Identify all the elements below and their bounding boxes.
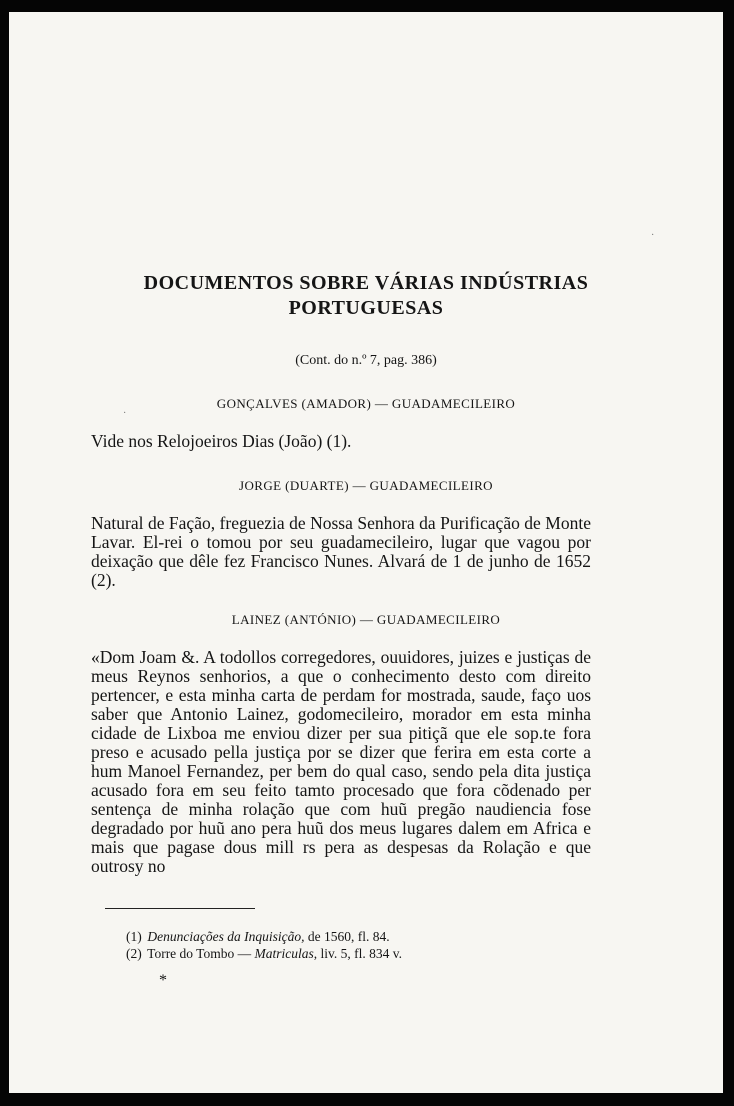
scan-speck: · (651, 230, 655, 241)
section-text-goncalves: Vide nos Relojoeiros Dias (João) (1). (91, 431, 352, 451)
document-page (9, 12, 723, 1093)
scan-border-top (0, 0, 734, 12)
scan-border-bottom (0, 1093, 734, 1106)
footnote-divider (105, 908, 255, 909)
section-text-jorge: Natural de Fação, freguezia de Nossa Senhora da Purificação de Monte Lavar. El-rei o tomou por seu guadamecileiro, lugar que vagou por deixação que dêle fez Francisco Nunes. Alvará de 1 de junho de 1652 (2). (91, 513, 591, 590)
scan-border-left (0, 0, 9, 1106)
footnote-1 (126, 929, 390, 945)
scan-border-right (723, 0, 734, 1106)
section-text-lainez: «Dom Joam &. A todollos corregedores, ouuidores, juizes e justiças de meus Reynos senhorios, a que o conhecimento desto com direito pertencer, e esta minha carta de perdam for mostrada, saude, faço uos saber que Antonio Lainez, godomecileiro, morador em esta minha cidade de Lixboa me enviou dizer per sua pitiçã que ele sop.te fora preso e acusado pella justiça por se dizer que ferira em esta corte a hum Manoel Fernandez, per bem do qual caso, sendo pela dita justiça acusado fora em seu feito tamto procesado que fora cõdenado per sentença de minha rolação que com huũ pregão naudiencia fose degradado por huũ ano pera huũ dos meus lugares dalem em Africa e mais que pagase dous mill rs pera as despesas da Rolação e que outrosy no (91, 647, 591, 876)
footnote-2 (126, 946, 402, 962)
footnote-source-title: Matriculas (254, 946, 314, 961)
continuation-note: (Cont. do n.º 7, pag. 386) (295, 353, 437, 368)
signature-asterisk: * (159, 972, 167, 989)
section-heading-jorge: JORGE (DUARTE) — GUADAMECILEIRO (239, 478, 493, 493)
scan-speck: · (123, 408, 127, 419)
footnote-detail: de 1560, fl. 84. (304, 929, 390, 944)
footnote-number: (1) (126, 929, 142, 944)
footnote-archive: Torre do Tombo — (147, 946, 255, 961)
section-heading-lainez: LAINEZ (ANTÓNIO) — GUADAMECILEIRO (231, 612, 501, 627)
section-heading-goncalves: GONÇALVES (AMADOR) — GUADAMECILEIRO (216, 396, 516, 411)
footnote-number: (2) (126, 946, 142, 961)
document-title-line-2: PORTUGUESAS (288, 297, 444, 319)
footnote-source-title: Denunciações da Inquisição, (147, 929, 305, 944)
document-title-line-1: DOCUMENTOS SOBRE VÁRIAS INDÚSTRIAS (143, 272, 589, 294)
footnote-detail: , liv. 5, fl. 834 v. (313, 946, 402, 961)
